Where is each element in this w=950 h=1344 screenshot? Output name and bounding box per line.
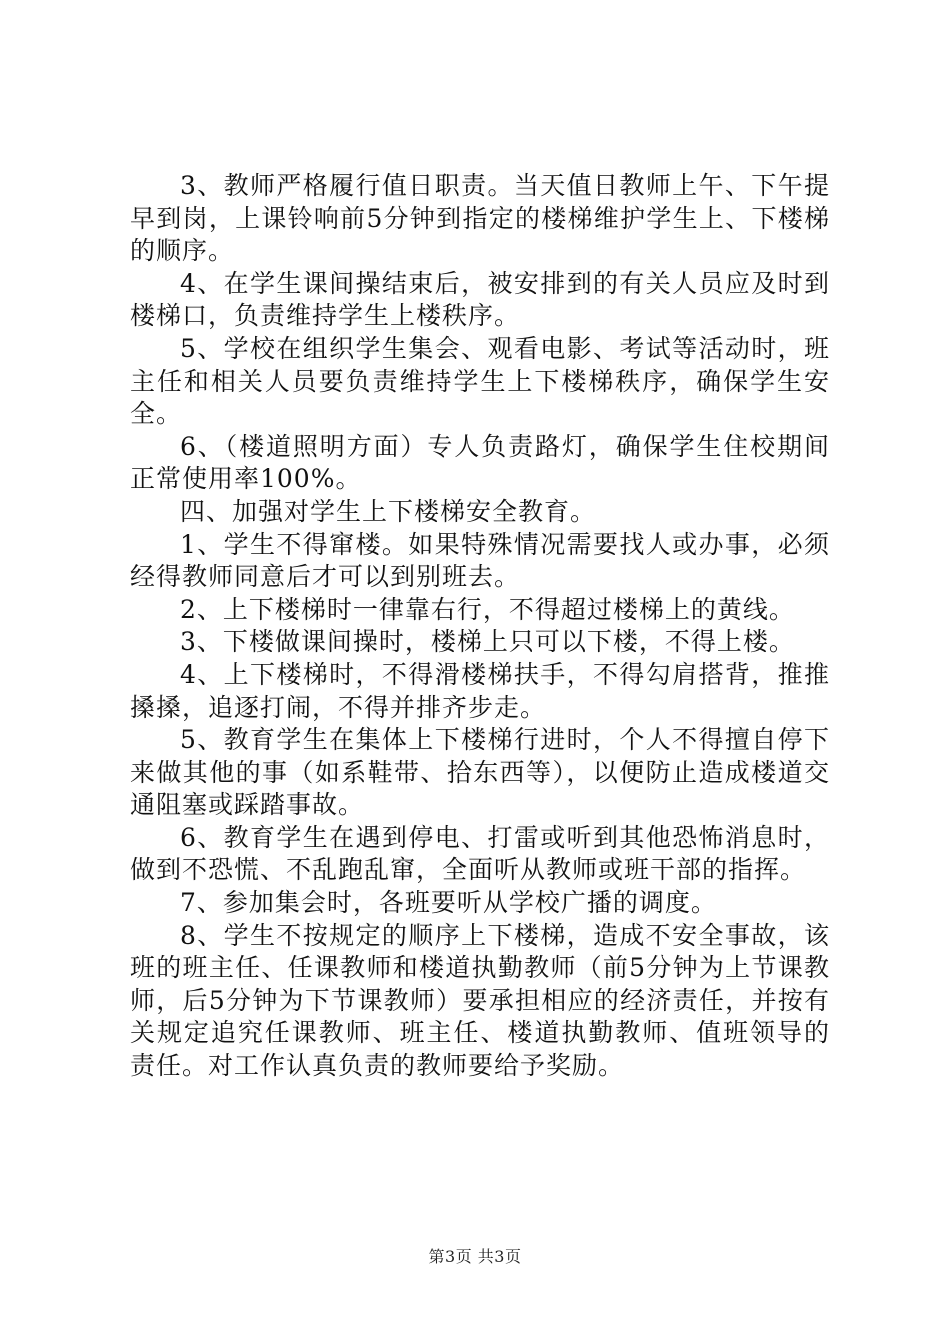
document-body [130,170,830,1083]
paragraph-after-exercise: 4、在学生课间操结束后，被安排到的有关人员应及时到楼梯口，负责维持学生上楼秩序。 [130,268,830,331]
paragraph-corridor-lighting: 6、（楼道照明方面）专人负责路灯，确保学生住校期间正常使用率100%。 [130,431,830,494]
paragraph-downstairs-only: 3、下楼做课间操时，楼梯上只可以下楼，不得上楼。 [180,627,795,657]
paragraph-duty-teacher: 3、教师严格履行值日职责。当天值日教师上午、下午提早到岗，上课铃响前5分钟到指定的楼梯维护学生上、下楼梯的顺序。 [130,171,830,266]
page-number-footer: 第3页 共3页 [428,1247,522,1266]
paragraph-assembly-order: 5、学校在组织学生集会、观看电影、考试等活动时，班主任和相关人员要负责维持学生上下楼梯秩序，确保学生安全。 [130,333,830,429]
paragraph-accountability: 8、学生不按规定的顺序上下楼梯，造成不安全事故，该班的班主任、任课教师和楼道执勤教师（前5分钟为上节课教师，后5分钟为下节课教师）要承担相应的经济责任，并按有关规定追究任课教师、班主任、楼道执勤教师、值班领导的责任。对工作认真负责的教师要给予奖励。 [130,920,830,1081]
section-heading-safety-education: 四、加强对学生上下楼梯安全教育。 [180,496,597,526]
paragraph-emergency-behavior: 6、教育学生在遇到停电、打雷或听到其他恐怖消息时，做到不恐慌、不乱跑乱窜，全面听从教师或班干部的指挥。 [130,822,830,885]
paragraph-keep-right: 2、上下楼梯时一律靠右行，不得超过楼梯上的黄线。 [180,594,795,624]
paragraph-no-handrail-sliding: 4、上下楼梯时，不得滑楼梯扶手，不得勾肩搭背，推推搡搡，追逐打闹，不得并排齐步走。 [130,659,830,722]
paragraph-assembly-broadcast: 7、参加集会时，各班要听从学校广播的调度。 [180,888,717,918]
paragraph-no-stopping: 5、教育学生在集体上下楼梯行进时，个人不得擅自停下来做其他的事（如系鞋带、拾东西等），以便防止造成楼道交通阻塞或踩踏事故。 [130,725,830,820]
paragraph-no-wandering: 1、学生不得窜楼。如果特殊情况需要找人或办事，必须经得教师同意后才可以到别班去。 [130,529,830,592]
